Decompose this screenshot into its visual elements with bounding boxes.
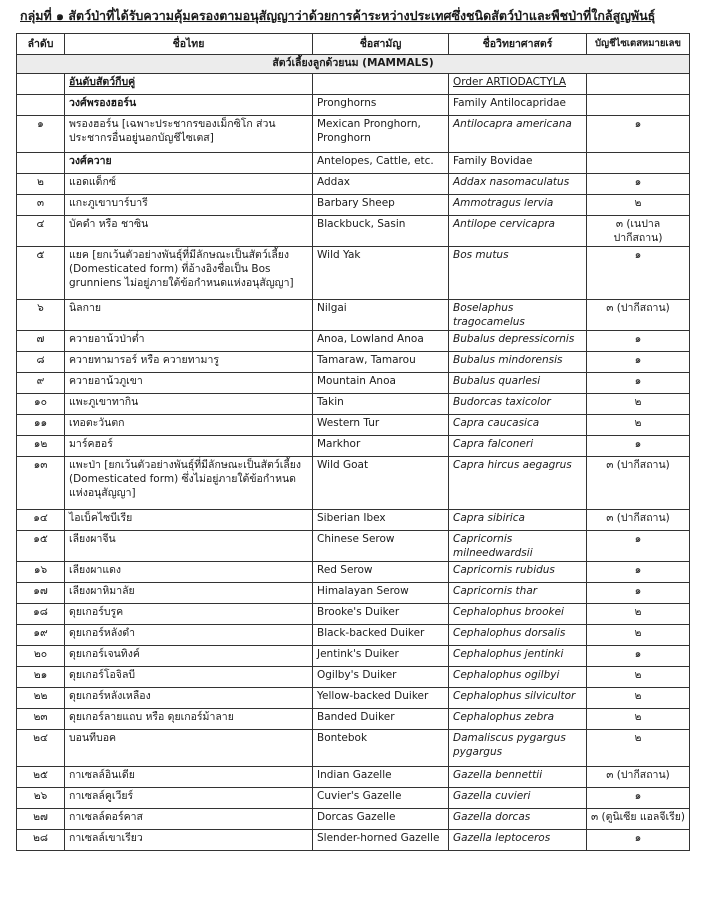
row-scientific-name: Capra sibirica bbox=[449, 510, 587, 531]
table-row bbox=[17, 247, 690, 300]
row-number: ๑๔ bbox=[17, 510, 65, 531]
row-number: ๑๙ bbox=[17, 625, 65, 646]
row-number: ๑ bbox=[17, 116, 65, 153]
row-common-name: Addax bbox=[313, 174, 449, 195]
row-scientific-name: Capricornis milneedwardsii bbox=[449, 531, 587, 562]
row-common-name: Nilgai bbox=[313, 300, 449, 331]
row-scientific-name: Bubalus depressicornis bbox=[449, 331, 587, 352]
row-scientific-name: Addax nasomaculatus bbox=[449, 174, 587, 195]
row-common-name: Bontebok bbox=[313, 730, 449, 767]
table-row bbox=[17, 436, 690, 457]
row-scientific-name: Cephalophus dorsalis bbox=[449, 625, 587, 646]
row-scientific-name: Capricornis thar bbox=[449, 583, 587, 604]
row-scientific-name: Gazella dorcas bbox=[449, 809, 587, 830]
row-number: ๒๖ bbox=[17, 788, 65, 809]
row-thai-name: เทอตะวันตก bbox=[65, 415, 313, 436]
row-number: ๒๑ bbox=[17, 667, 65, 688]
row-cites-appendix: ๑ bbox=[587, 646, 690, 667]
row-number: ๑๒ bbox=[17, 436, 65, 457]
page-title: กลุ่มที่ ๑ สัตว์ป่าที่ได้รับความคุ้มครองตามอนุสัญญาว่าด้วยการค้าระหว่างประเทศซึ่งชนิดสัตว์ป่าและพืชป่าที่ใกล้สูญพันธุ์ bbox=[20, 8, 656, 23]
table-row bbox=[17, 415, 690, 436]
row-number: ๑๐ bbox=[17, 394, 65, 415]
row-cites-appendix: ๓ (ตูนิเซีย แอลจีเรีย) bbox=[587, 809, 690, 830]
row-cites-appendix: ๑ bbox=[587, 174, 690, 195]
table-row bbox=[17, 583, 690, 604]
row-thai-name: ดุยเกอร์ลายแถบ หรือ ดุยเกอร์ม้าลาย bbox=[65, 709, 313, 730]
order-sci: Order ARTIODACTYLA bbox=[449, 74, 587, 95]
species-table-wrapper bbox=[16, 33, 689, 851]
row-scientific-name: Cephalophus ogilbyi bbox=[449, 667, 587, 688]
row-thai-name: นิลกาย bbox=[65, 300, 313, 331]
row-thai-name: ดุยเกอร์หลังเหลือง bbox=[65, 688, 313, 709]
row-cites-appendix: ๒ bbox=[587, 604, 690, 625]
row-cites-appendix: ๑ bbox=[587, 331, 690, 352]
row-scientific-name: Gazella cuvieri bbox=[449, 788, 587, 809]
row-thai-name: กาเซลล์เขาเรียว bbox=[65, 830, 313, 851]
row-scientific-name: Cephalophus brookei bbox=[449, 604, 587, 625]
row-number: ๑๖ bbox=[17, 562, 65, 583]
table-row bbox=[17, 625, 690, 646]
row-thai-name: เลียงผาแดง bbox=[65, 562, 313, 583]
row-cites-appendix: ๒ bbox=[587, 688, 690, 709]
row-thai-name: มาร์คฮอร์ bbox=[65, 436, 313, 457]
table-row bbox=[17, 216, 690, 247]
family-thai: วงศ์ควาย bbox=[65, 153, 313, 174]
row-thai-name: แพะภูเขาทากิน bbox=[65, 394, 313, 415]
row-thai-name: แกะภูเขาบาร์บารี bbox=[65, 195, 313, 216]
table-row bbox=[17, 510, 690, 531]
row-scientific-name: Cephalophus silvicultor bbox=[449, 688, 587, 709]
row-cites-appendix: ๒ bbox=[587, 667, 690, 688]
row-scientific-name: Bos mutus bbox=[449, 247, 587, 300]
row-thai-name: กาเซลล์คูเวียร์ bbox=[65, 788, 313, 809]
table-row bbox=[17, 352, 690, 373]
family-thai: วงศ์พรองฮอร์น bbox=[65, 95, 313, 116]
row-cites-appendix: ๓ (ปากีสถาน) bbox=[587, 510, 690, 531]
row-scientific-name: Capricornis rubidus bbox=[449, 562, 587, 583]
row-cites-appendix: ๑ bbox=[587, 352, 690, 373]
row-number: ๕ bbox=[17, 247, 65, 300]
family-sci: Family Bovidae bbox=[449, 153, 587, 174]
row-common-name: Dorcas Gazelle bbox=[313, 809, 449, 830]
table-row bbox=[17, 331, 690, 352]
row-scientific-name: Boselaphus tragocamelus bbox=[449, 300, 587, 331]
row-common-name: Indian Gazelle bbox=[313, 767, 449, 788]
row-cites-appendix: ๒ bbox=[587, 730, 690, 767]
row-scientific-name: Capra caucasica bbox=[449, 415, 587, 436]
row-cites-appendix: ๑ bbox=[587, 830, 690, 851]
row-thai-name: กาเซลล์อินเดีย bbox=[65, 767, 313, 788]
row-cites-appendix: ๑ bbox=[587, 116, 690, 153]
row-thai-name: ควายทามารอร์ หรือ ควายทามารู bbox=[65, 352, 313, 373]
col-header-thai: ชื่อไทย bbox=[65, 34, 313, 55]
section-row bbox=[17, 55, 690, 74]
row-number: ๒๕ bbox=[17, 767, 65, 788]
row-thai-name: ควายอาน้วภูเขา bbox=[65, 373, 313, 394]
row-scientific-name: Budorcas taxicolor bbox=[449, 394, 587, 415]
row-cites-appendix: ๑ bbox=[587, 373, 690, 394]
row-scientific-name: Cephalophus zebra bbox=[449, 709, 587, 730]
family-common: Antelopes, Cattle, etc. bbox=[313, 153, 449, 174]
row-scientific-name: Cephalophus jentinki bbox=[449, 646, 587, 667]
row-scientific-name: Antilocapra americana bbox=[449, 116, 587, 153]
row-common-name: Jentink's Duiker bbox=[313, 646, 449, 667]
col-header-sci: ชื่อวิทยาศาสตร์ bbox=[449, 34, 587, 55]
row-thai-name: บัคดำ หรือ ชาซิน bbox=[65, 216, 313, 247]
row-common-name: Yellow-backed Duiker bbox=[313, 688, 449, 709]
order-thai: อันดับสัตว์กีบคู่ bbox=[65, 74, 313, 95]
row-common-name: Western Tur bbox=[313, 415, 449, 436]
table-row bbox=[17, 195, 690, 216]
row-common-name: Tamaraw, Tamarou bbox=[313, 352, 449, 373]
row-thai-name: พรองฮอร์น [เฉพาะประชากรของเม็กซิโก ส่วนประชากรอื่นอยู่นอกบัญชีไซเตส] bbox=[65, 116, 313, 153]
table-row bbox=[17, 300, 690, 331]
row-thai-name: ดุยเกอร์บรูค bbox=[65, 604, 313, 625]
table-row bbox=[17, 457, 690, 510]
row-thai-name: เลียงผาหิมาลัย bbox=[65, 583, 313, 604]
row-thai-name: ควายอาน้วป่าต่ำ bbox=[65, 331, 313, 352]
row-common-name: Slender-horned Gazelle bbox=[313, 830, 449, 851]
row-common-name: Mountain Anoa bbox=[313, 373, 449, 394]
row-number: ๘ bbox=[17, 352, 65, 373]
row-number: ๒๔ bbox=[17, 730, 65, 767]
row-common-name: Mexican Pronghorn, Pronghorn bbox=[313, 116, 449, 153]
row-common-name: Markhor bbox=[313, 436, 449, 457]
row-common-name: Banded Duiker bbox=[313, 709, 449, 730]
row-cites-appendix: ๒ bbox=[587, 394, 690, 415]
family-common: Pronghorns bbox=[313, 95, 449, 116]
family-sci: Family Antilocapridae bbox=[449, 95, 587, 116]
row-common-name: Himalayan Serow bbox=[313, 583, 449, 604]
row-number: ๒๒ bbox=[17, 688, 65, 709]
row-cites-appendix: ๓ (ปากีสถาน) bbox=[587, 767, 690, 788]
row-thai-name: ดุยเกอร์เจนทิงค์ bbox=[65, 646, 313, 667]
table-row bbox=[17, 809, 690, 830]
row-common-name: Barbary Sheep bbox=[313, 195, 449, 216]
row-cites-appendix: ๓ (เนปาล ปากีสถาน) bbox=[587, 216, 690, 247]
row-common-name: Black-backed Duiker bbox=[313, 625, 449, 646]
row-number: ๖ bbox=[17, 300, 65, 331]
row-cites-appendix: ๑ bbox=[587, 531, 690, 562]
row-number: ๔ bbox=[17, 216, 65, 247]
row-scientific-name: Capra falconeri bbox=[449, 436, 587, 457]
row-common-name: Wild Goat bbox=[313, 457, 449, 510]
row-common-name: Blackbuck, Sasin bbox=[313, 216, 449, 247]
row-scientific-name: Capra hircus aegagrus bbox=[449, 457, 587, 510]
row-scientific-name: Gazella leptoceros bbox=[449, 830, 587, 851]
table-row bbox=[17, 394, 690, 415]
row-cites-appendix: ๑ bbox=[587, 583, 690, 604]
row-thai-name: แพะป่า [ยกเว้นตัวอย่างพันธุ์ที่มีลักษณะเป็นสัตว์เลี้ยง (Domesticated form) ซึ่งไม่อยู่ภายใต้ข้อกำหนดแห่งอนุสัญญา] bbox=[65, 457, 313, 510]
table-header bbox=[17, 34, 690, 55]
row-cites-appendix: ๒ bbox=[587, 195, 690, 216]
row-number: ๒ bbox=[17, 174, 65, 195]
row-cites-appendix: ๒ bbox=[587, 415, 690, 436]
table-row bbox=[17, 767, 690, 788]
row-thai-name: เลียงผาจีน bbox=[65, 531, 313, 562]
row-number: ๒๘ bbox=[17, 830, 65, 851]
row-scientific-name: Bubalus mindorensis bbox=[449, 352, 587, 373]
row-scientific-name: Bubalus quarlesi bbox=[449, 373, 587, 394]
row-number: ๙ bbox=[17, 373, 65, 394]
row-number: ๑๗ bbox=[17, 583, 65, 604]
row-common-name: Brooke's Duiker bbox=[313, 604, 449, 625]
row-number: ๒๐ bbox=[17, 646, 65, 667]
row-number: ๗ bbox=[17, 331, 65, 352]
row-number: ๑๘ bbox=[17, 604, 65, 625]
row-cites-appendix: ๒ bbox=[587, 709, 690, 730]
col-header-cites: บัญชีไซเตสหมายเลข bbox=[587, 34, 690, 55]
table-row bbox=[17, 709, 690, 730]
table-row bbox=[17, 562, 690, 583]
row-number: ๒๓ bbox=[17, 709, 65, 730]
row-thai-name: ดุยเกอร์หลังดำ bbox=[65, 625, 313, 646]
family-row bbox=[17, 95, 690, 116]
row-common-name: Chinese Serow bbox=[313, 531, 449, 562]
section-label: สัตว์เลี้ยงลูกด้วยนม (MAMMALS) bbox=[17, 55, 690, 74]
table-row bbox=[17, 667, 690, 688]
row-common-name: Wild Yak bbox=[313, 247, 449, 300]
row-number: ๑๓ bbox=[17, 457, 65, 510]
table-row bbox=[17, 174, 690, 195]
table-row bbox=[17, 373, 690, 394]
table-row bbox=[17, 730, 690, 767]
row-scientific-name: Gazella bennettii bbox=[449, 767, 587, 788]
col-header-common: ชื่อสามัญ bbox=[313, 34, 449, 55]
row-cites-appendix: ๒ bbox=[587, 625, 690, 646]
table-row bbox=[17, 688, 690, 709]
row-cites-appendix: ๓ (ปากีสถาน) bbox=[587, 457, 690, 510]
order-row bbox=[17, 74, 690, 95]
table-row bbox=[17, 604, 690, 625]
table-row bbox=[17, 788, 690, 809]
table-row bbox=[17, 116, 690, 153]
row-number: ๒๗ bbox=[17, 809, 65, 830]
table-row bbox=[17, 531, 690, 562]
row-cites-appendix: ๑ bbox=[587, 436, 690, 457]
row-common-name: Anoa, Lowland Anoa bbox=[313, 331, 449, 352]
row-thai-name: ไอเบ็คไซบีเรีย bbox=[65, 510, 313, 531]
family-row bbox=[17, 153, 690, 174]
table-row bbox=[17, 830, 690, 851]
row-number: ๓ bbox=[17, 195, 65, 216]
col-header-no: ลำดับ bbox=[17, 34, 65, 55]
row-thai-name: แอดแด็กซ์ bbox=[65, 174, 313, 195]
row-number: ๑๑ bbox=[17, 415, 65, 436]
row-common-name: Siberian Ibex bbox=[313, 510, 449, 531]
row-scientific-name: Antilope cervicapra bbox=[449, 216, 587, 247]
row-common-name: Red Serow bbox=[313, 562, 449, 583]
row-cites-appendix: ๑ bbox=[587, 788, 690, 809]
row-scientific-name: Damaliscus pygargus pygargus bbox=[449, 730, 587, 767]
row-thai-name: กาเซลล์ดอร์คาส bbox=[65, 809, 313, 830]
row-common-name: Takin bbox=[313, 394, 449, 415]
row-cites-appendix: ๓ (ปากีสถาน) bbox=[587, 300, 690, 331]
row-cites-appendix: ๑ bbox=[587, 562, 690, 583]
species-table bbox=[16, 33, 690, 851]
row-thai-name: ดุยเกอร์โอจิลบี bbox=[65, 667, 313, 688]
table-row bbox=[17, 646, 690, 667]
row-scientific-name: Ammotragus lervia bbox=[449, 195, 587, 216]
table-body bbox=[17, 55, 690, 851]
row-thai-name: บอนทีบอค bbox=[65, 730, 313, 767]
row-common-name: Cuvier's Gazelle bbox=[313, 788, 449, 809]
row-common-name: Ogilby's Duiker bbox=[313, 667, 449, 688]
row-cites-appendix: ๑ bbox=[587, 247, 690, 300]
row-thai-name: แยค [ยกเว้นตัวอย่างพันธุ์ที่มีลักษณะเป็นสัตว์เลี้ยง (Domesticated form) ที่อ้างอิงชื่อเป็น Bos grunniens ไม่อยู่ภายใต้ข้อกำหนดแห่งอนุสัญญา] bbox=[65, 247, 313, 300]
row-number: ๑๕ bbox=[17, 531, 65, 562]
